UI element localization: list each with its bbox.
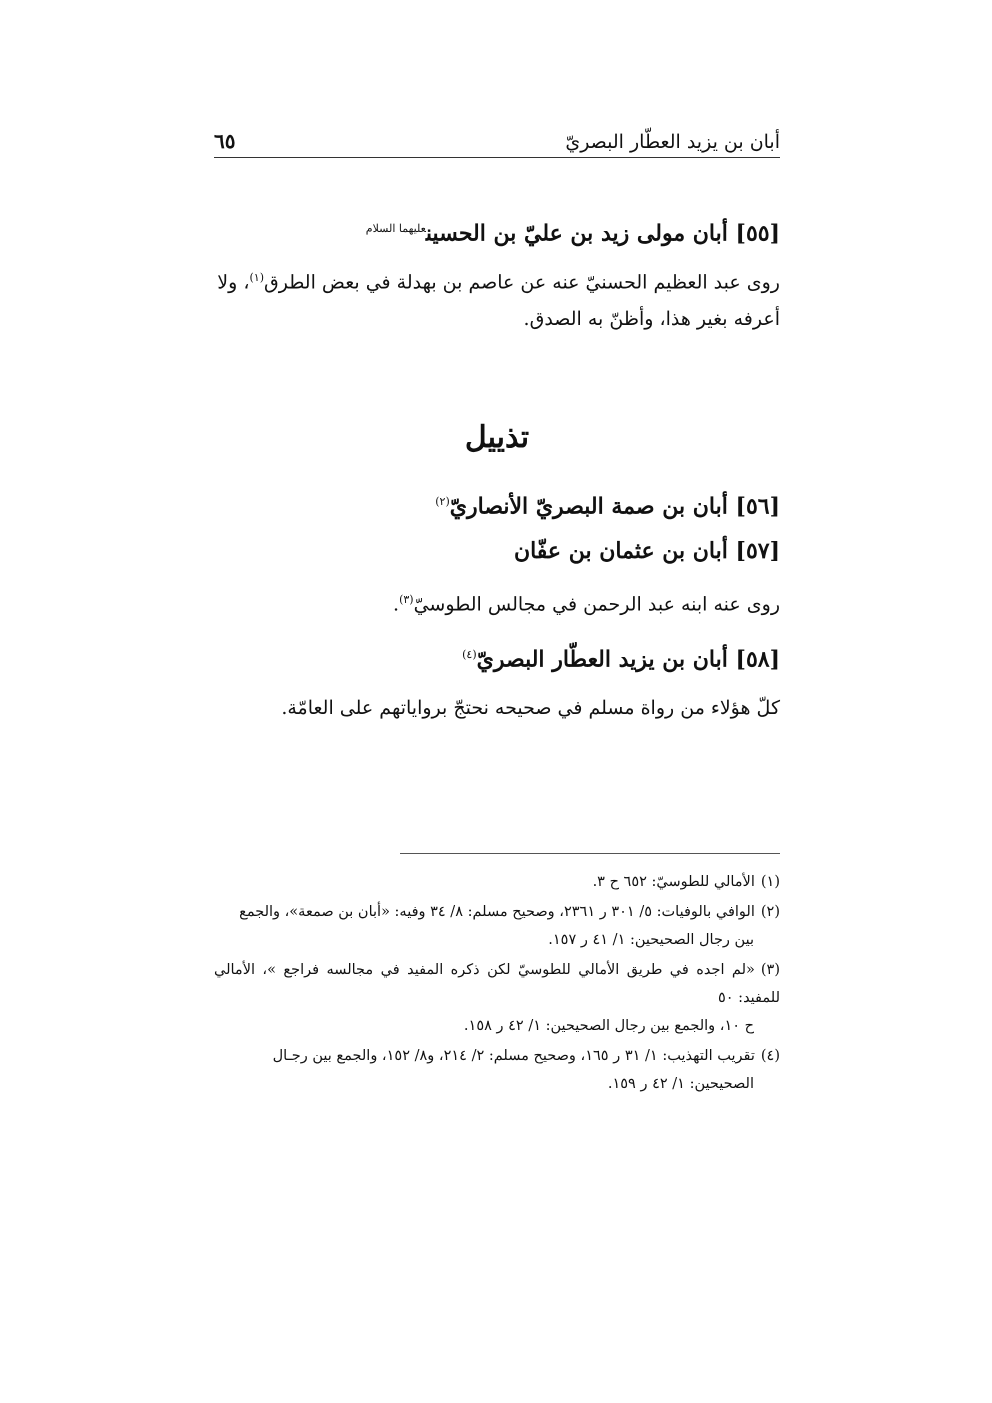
footnote-text-cont: بين رجال الصحيحين: ١/ ٤١ ر ١٥٧.	[548, 932, 754, 948]
footnote-number: (٤)	[760, 1048, 780, 1064]
footnote-4	[214, 1042, 780, 1098]
footnote-1	[214, 868, 780, 896]
footnote-number: (٣)	[760, 962, 780, 978]
entry-55	[214, 214, 780, 337]
paragraph-text-end: ، ولا أعرفه بغير هذا، وأظنّ به الصدق.	[217, 271, 780, 330]
running-header	[214, 118, 780, 158]
entry-heading-text: [٥٨] أبان بن يزيد العطّار البصريّ	[476, 646, 780, 673]
entry-56	[214, 487, 780, 521]
footnote-ref: (٢)	[435, 495, 450, 508]
entry-heading	[214, 640, 780, 674]
page-number: ٦٥	[214, 129, 236, 153]
footnote-number: (٢)	[760, 904, 780, 920]
footnote-text: الأمالي للطوسيّ: ٦٥٢ ح ٣.	[592, 874, 755, 890]
footnote-number: (١)	[760, 874, 780, 890]
entry-58	[214, 640, 780, 726]
entry-heading	[214, 487, 780, 521]
running-title: أبان بن يزيد العطّار البصريّ	[565, 131, 780, 153]
entry-paragraph	[214, 260, 780, 336]
footnote-2	[214, 898, 780, 954]
paragraph-text: روى عبد العظيم الحسنيّ عنه عن عاصم بن بهدلة في بعض الطرق	[264, 271, 780, 294]
paragraph-text: روى عنه ابنه عبد الرحمن في مجالس الطوسيّ	[413, 593, 780, 616]
entry-57	[214, 536, 780, 622]
footnote-ref: (٤)	[462, 648, 477, 661]
footnote-text: تقريب التهذيب: ١/ ٣١ ر ١٦٥، وصحيح مسلم: ٢/ ٢١٤، و٨/ ١٥٢، والجمع بين رجـال	[272, 1048, 755, 1064]
footnote-text-cont: الصحيحين: ١/ ٤٢ ر ١٥٩.	[607, 1076, 754, 1092]
footnote-text-cont: ح ١٠، والجمع بين رجال الصحيحين: ١/ ٤٢ ر ١٥٨.	[463, 1018, 754, 1034]
entry-heading: [٥٧] أبان بن عثمان بن عفّان	[513, 538, 780, 564]
entry-paragraph: كلّ هؤلاء من رواة مسلم في صحيحه نحتجّ برواياتهم على العامّة.	[281, 697, 780, 720]
footnotes	[214, 868, 780, 1100]
entry-heading-text: [٥٦] أبان بن صمة البصريّ الأنصاريّ	[449, 493, 780, 520]
entry-heading	[214, 214, 780, 248]
footnote-ref: (٣)	[399, 593, 414, 606]
footnote-ref: (١)	[249, 271, 264, 285]
footnote-text: «لم اجده في طريق الأمالي للطوسيّ لكن ذكره المفيد في مجالسه فراجع »، الأمالي للمفيد: ٥٠	[214, 962, 780, 1006]
honorific-mark: عليهما السلام	[365, 222, 426, 235]
entry-paragraph	[214, 582, 780, 622]
paragraph-text-end: .	[393, 593, 400, 616]
footnote-separator	[400, 853, 780, 854]
footnote-3	[214, 956, 780, 1040]
footnote-text: الوافي بالوفيات: ٥/ ٣٠١ ر ٢٣٦١، وصحيح مسلم: ٨/ ٣٤ وفيه: «أبان بن صمعة»، والجمع	[239, 904, 755, 920]
section-title: تذييل	[464, 420, 530, 455]
entry-heading-text: [٥٥] أبان مولى زيد بن عليّ بن الحسين	[425, 220, 780, 247]
